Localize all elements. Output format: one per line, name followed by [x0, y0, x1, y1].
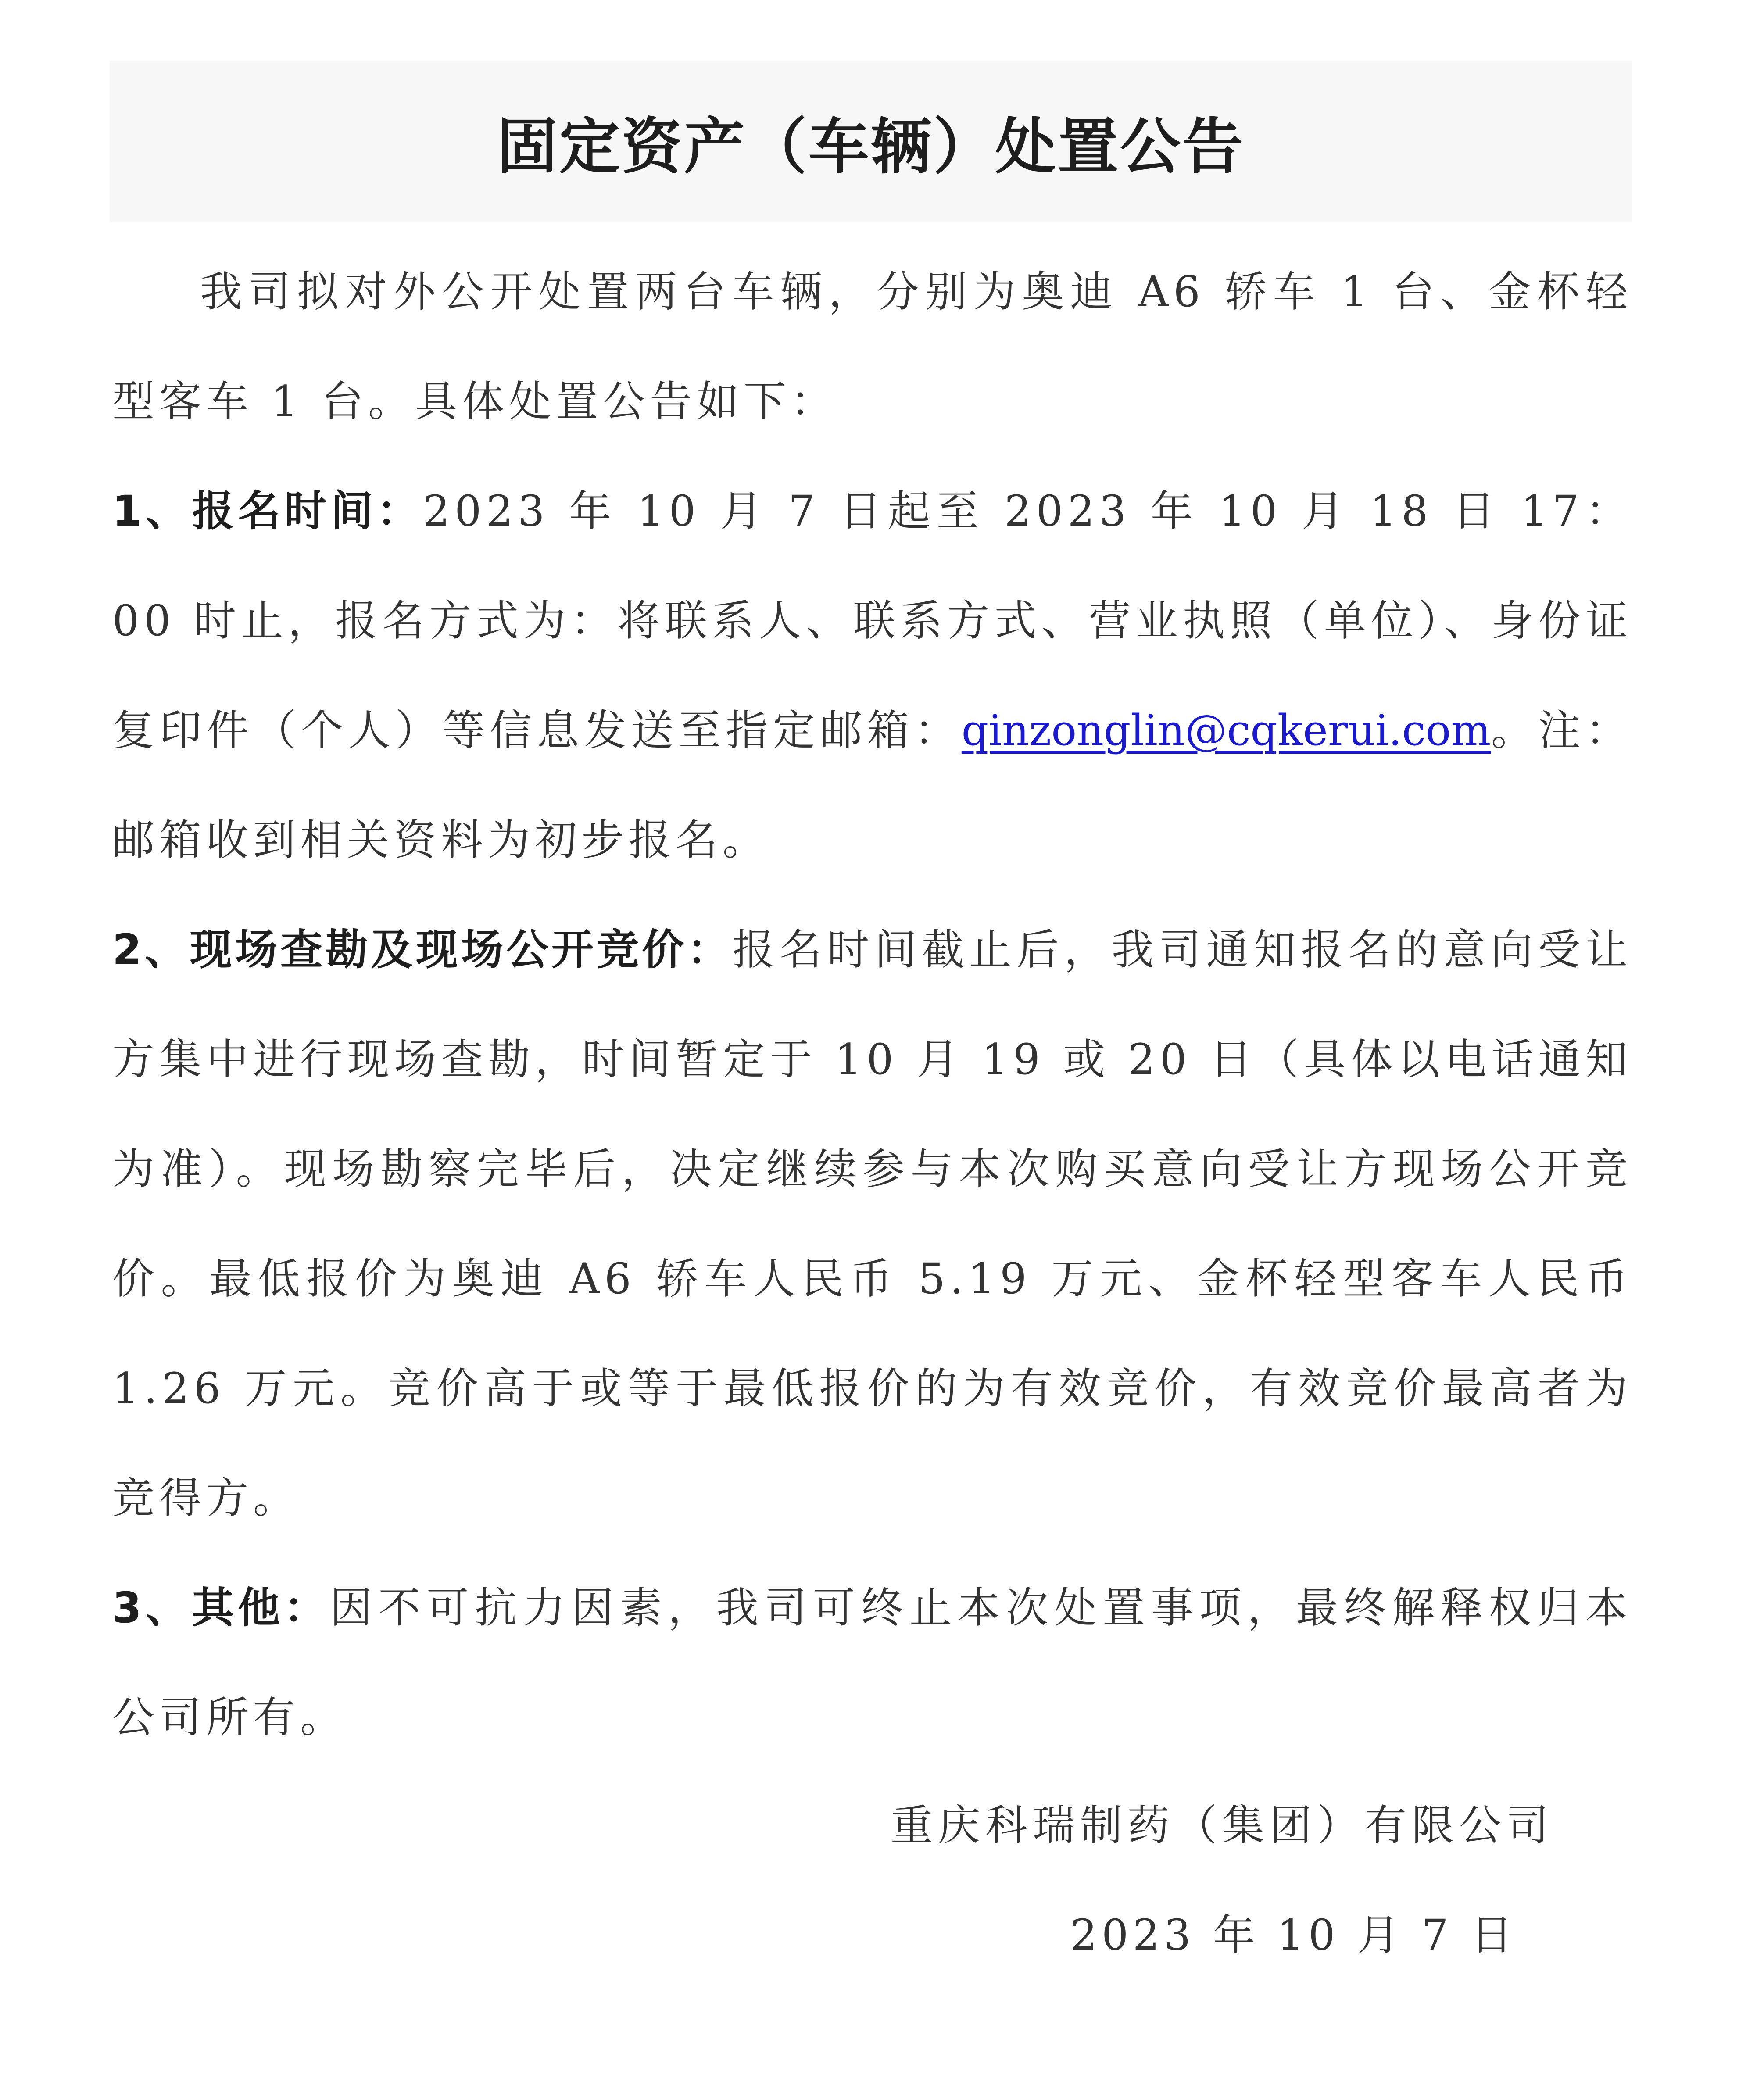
contact-email-link[interactable]: qinzonglin@cqkerui.com — [961, 706, 1491, 755]
section-registration-heading: 1、报名时间： — [112, 487, 423, 536]
page-title: 固定资产（车辆）处置公告 — [497, 111, 1245, 182]
section-other-heading: 3、其他： — [112, 1583, 330, 1632]
section-registration — [112, 456, 1632, 895]
section-registration-note: 。注：邮箱收到相关资料为初步报名。 — [112, 706, 1633, 865]
announcement-body — [112, 237, 1632, 1772]
title-banner — [110, 61, 1632, 222]
company-signature: 重庆科瑞制药（集团）有限公司 — [891, 1801, 1554, 1850]
intro-paragraph: 我司拟对外公开处置两台车辆，分别为奥迪 A6 轿车 1 台、金杯轻型客车 1 台。具体处置公告如下： — [112, 267, 1632, 426]
section-inspection-bidding — [112, 895, 1632, 1553]
section-registration-text: 2023 年 10 月 7 日起至 2023 年 10 月 18 日 17：00 时止，报名方式为：将联系人、联系方式、营业执照（单位）、身份证复印件（个人）等信息发送至指定邮箱： — [112, 487, 1632, 755]
section-inspection-heading: 2、现场查勘及现场公开竞价： — [112, 925, 733, 974]
section-inspection-text: 报名时间截止后，我司通知报名的意向受让方集中进行现场查勘，时间暂定于 10 月 19 或 20 日（具体以电话通知为准）。现场勘察完毕后，决定继续参与本次购买意向受让方现场公开竞价。最低报价为奥迪 A6 轿车人民币 5.19 万元、金杯轻型客车人民币 1.26 万元。竞价高于或等于最低报价的为有效竞价，有效竞价最高者为竞得方。 — [112, 925, 1633, 1523]
announcement-date: 2023 年 10 月 7 日 — [1070, 1910, 1517, 1960]
section-other-text: 因不可抗力因素，我司可终止本次处置事项，最终解释权归本公司所有。 — [112, 1583, 1633, 1742]
section-other — [112, 1553, 1632, 1772]
